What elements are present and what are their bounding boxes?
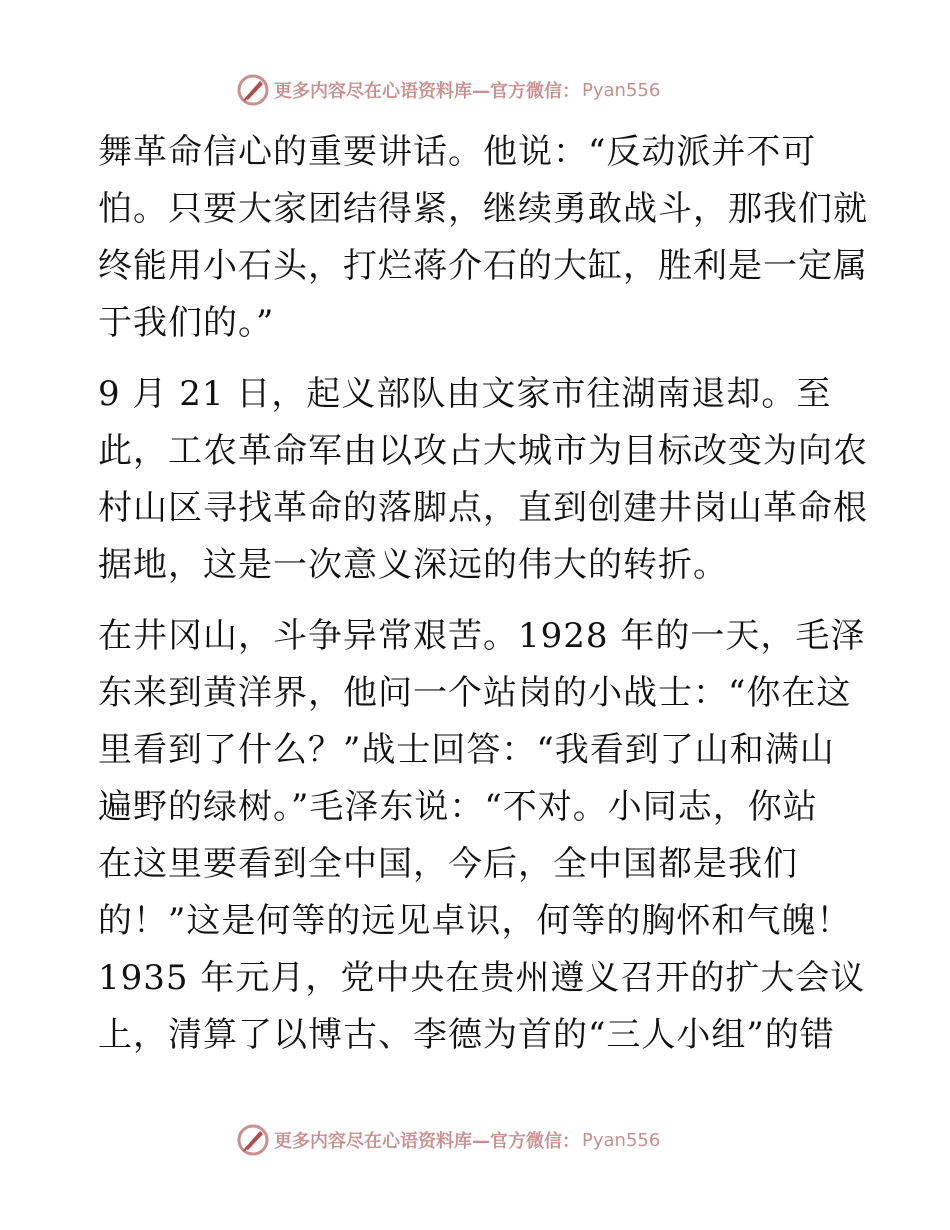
text-line: 于我们的。” xyxy=(98,303,275,343)
text-line: 舞革命信心的重要讲话。他说：“反动派并不可 xyxy=(98,132,817,172)
text-line: 在井冈山，斗争异常艰苦。1928 年的一天，毛泽 xyxy=(98,616,866,656)
watermark-text: 更多内容尽在心语资料库—官方微信： xyxy=(274,81,580,102)
watermark-wechat-id: Pyan556 xyxy=(582,1129,661,1151)
document-body xyxy=(98,124,868,1064)
text-line: 1935 年元月，党中央在贵州遵义召开的扩大会议 xyxy=(98,958,866,998)
paragraph-2 xyxy=(98,366,868,594)
text-line: 此，工农革命军由以攻占大城市为目标改变为向农 xyxy=(98,431,868,471)
paragraph-1 xyxy=(98,124,868,352)
header-watermark xyxy=(236,72,660,108)
text-line: 的！”这是何等的远见卓识，何等的胸怀和气魄！ xyxy=(98,901,852,941)
text-line: 遍野的绿树。”毛泽东说：“不对。小同志，你站 xyxy=(98,787,818,827)
paragraph-3 xyxy=(98,608,866,1064)
text-line: 据地，这是一次意义深远的伟大的转折。 xyxy=(98,545,728,585)
watermark-text: 更多内容尽在心语资料库—官方微信： xyxy=(274,1131,580,1152)
text-line: 村山区寻找革命的落脚点，直到创建井岗山革命根 xyxy=(98,488,868,528)
text-line: 怕。只要大家团结得紧，继续勇敢战斗，那我们就 xyxy=(98,189,868,229)
text-line: 上，清算了以博古、李德为首的“三人小组”的错 xyxy=(98,1015,835,1055)
text-line: 东来到黄洋界，他问一个站岗的小战士：“你在这 xyxy=(98,673,852,713)
text-line: 里看到了什么？”战士回答：“我看到了山和满山 xyxy=(98,730,835,770)
watermark-wechat-id: Pyan556 xyxy=(582,79,661,101)
text-line: 终能用小石头，打烂蒋介石的大缸，胜利是一定属 xyxy=(98,246,868,286)
quill-seal-icon xyxy=(236,73,270,107)
quill-seal-icon xyxy=(236,1123,270,1157)
text-line: 9 月 21 日，起义部队由文家市往湖南退却。至 xyxy=(98,374,832,414)
footer-watermark xyxy=(236,1122,660,1158)
text-line: 在这里要看到全中国，今后，全中国都是我们 xyxy=(98,844,798,884)
